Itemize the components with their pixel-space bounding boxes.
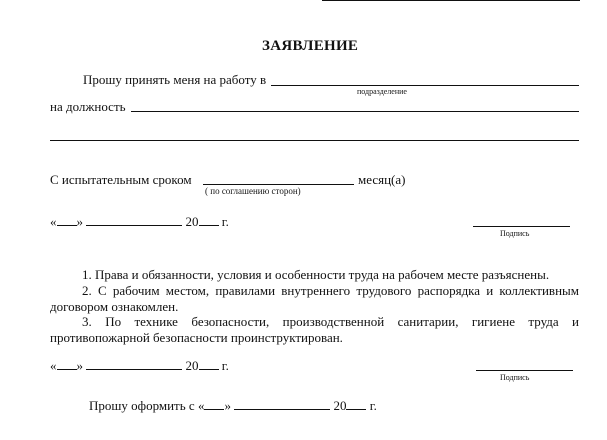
execute-from-text: Прошу оформить с (89, 398, 195, 413)
date2-close-quote: » (76, 358, 83, 373)
date2-day-field[interactable] (57, 358, 77, 370)
item3-text: По технике безопасности, производственной санитарии, гигиене труда и противопожарной безопасности проинструктирован. (50, 314, 580, 345)
position-field[interactable] (131, 111, 579, 112)
date1-year-suffix: г. (221, 214, 229, 229)
date2-year-field[interactable] (199, 358, 219, 370)
date2-year-prefix: 20 (185, 358, 199, 373)
date1-day-field[interactable] (57, 214, 77, 226)
date3-close-quote: » (224, 398, 231, 413)
item3-number: 3. (82, 314, 92, 329)
header-addressee-line[interactable] (322, 0, 580, 1)
subdivision-hint: подразделение (357, 87, 407, 96)
date3-year-suffix: г. (369, 398, 377, 413)
probation-hint: ( по соглашению сторон) (205, 186, 301, 196)
date1-close-quote: » (76, 214, 83, 229)
probation-field[interactable] (203, 184, 354, 185)
item2-text: С рабочим местом, правилами внутреннего трудового распорядка и коллективным договором ознакомлен. (50, 283, 579, 314)
date3-year-prefix: 20 (333, 398, 347, 413)
list-item-3 (50, 314, 579, 346)
subdivision-field[interactable] (271, 85, 579, 86)
date1-month-field[interactable] (86, 214, 182, 226)
list-item-2 (50, 283, 579, 315)
date2-open-quote: « (50, 358, 57, 373)
position-label: на должность (50, 99, 126, 114)
item1-number: 1. (82, 267, 92, 282)
date3-month-field[interactable] (234, 398, 330, 410)
document-title: ЗАЯВЛЕНИЕ (262, 38, 359, 54)
position-field-continuation[interactable] (50, 140, 579, 141)
date3-open-quote: « (197, 398, 205, 413)
signature1-label: Подпись (500, 229, 530, 238)
item2-number: 2. (82, 283, 92, 298)
signature2-label: Подпись (500, 373, 530, 382)
probation-unit: месяц(а) (358, 172, 406, 187)
request-text: Прошу принять меня на работу в (83, 72, 267, 87)
date1-year-field[interactable] (199, 214, 219, 226)
date1 (50, 214, 229, 230)
date2-month-field[interactable] (86, 358, 182, 370)
date1-year-prefix: 20 (185, 214, 199, 229)
date1-open-quote: « (50, 214, 57, 229)
signature2-field[interactable] (476, 370, 573, 371)
date2-year-suffix: г. (221, 358, 229, 373)
item1-text: Права и обязанности, условия и особенности труда на рабочем месте разъяснены. (95, 267, 550, 282)
list-item-1 (50, 267, 579, 283)
signature1-field[interactable] (473, 226, 570, 227)
execute-from-line (89, 398, 377, 414)
probation-label: С испытательным сроком (50, 172, 192, 187)
date3-year-field[interactable] (346, 398, 366, 410)
date3-day-field[interactable] (204, 398, 224, 410)
date2 (50, 358, 229, 374)
